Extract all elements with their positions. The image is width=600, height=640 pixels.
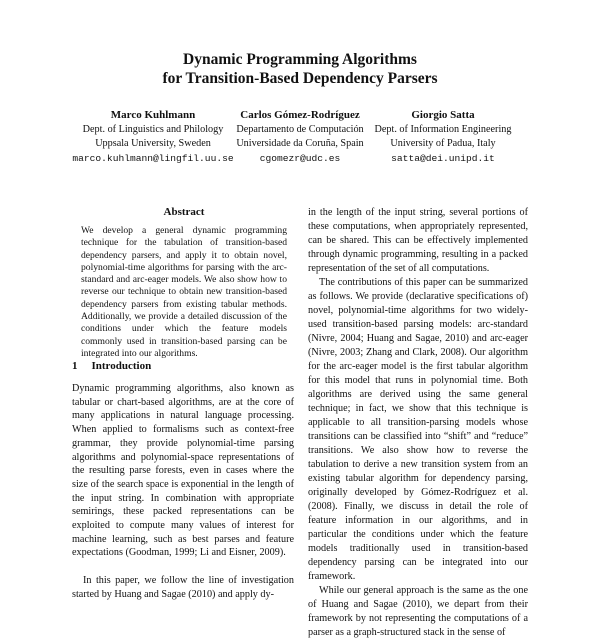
- section-number: 1: [72, 360, 78, 372]
- title-line-2: for Transition-Based Dependency Parsers: [162, 70, 438, 87]
- abstract-heading: Abstract: [163, 206, 205, 218]
- author-email: cgomezr@udc.es: [259, 152, 341, 164]
- author-department: Dept. of Linguistics and Philology: [82, 123, 224, 135]
- author-department: Dept. of Information Engineering: [374, 123, 512, 135]
- author-affiliation: Uppsala University, Sweden: [95, 138, 211, 150]
- paper-title: [0, 50, 600, 88]
- author-name: Marco Kuhlmann: [110, 109, 196, 121]
- right-column: [308, 206, 528, 640]
- author-email: marco.kuhlmann@lingfil.uu.se: [72, 152, 234, 164]
- author-name: Giorgio Satta: [411, 109, 475, 121]
- author-affiliation: Universidade da Coruña, Spain: [236, 138, 364, 150]
- author-department: Departamento de Computación: [236, 123, 364, 135]
- section-title: Introduction: [91, 360, 152, 372]
- author-email: satta@dei.unipd.it: [391, 152, 495, 164]
- intro-paragraph-2: In this paper, we follow the line of investigation started by Huang and Sagae (2010) and apply dy-: [72, 575, 294, 600]
- author-affiliation: University of Padua, Italy: [390, 138, 496, 150]
- col2-paragraph-3: While our general approach is the same as the one of Huang and Sagae (2010), we depart from their framework by not representing the computations of a parser as a graph-structured stack in the sense of: [308, 585, 528, 638]
- abstract-text: We develop a general dynamic programming technique for the tabulation of transition-based dependency parsers, and apply it to obtain novel, polynomial-time algorithms for parsing with the arc-standard and arc-eager models. We also show how to reverse our technique to obtain new transition-based dependency parsers from existing tabular methods. Additionally, we provide a detailed discussion of the conditions under which the feature models commonly used in transition-based parsing can be integrated into our algorithms.: [81, 225, 287, 359]
- author-block-3: [353, 108, 533, 166]
- section-heading: [72, 360, 151, 372]
- author-name: Carlos Gómez-Rodríguez: [240, 109, 360, 121]
- col2-paragraph-2: The contributions of this paper can be summarized as follows. We provide (declarative specifications of) novel, polynomial-time algorithms for two widely-used transition-based parsing models: arc-standard (Nivre, 2004; Huang and Sagae, 2010) and arc-eager (Nivre, 2003; Zhang and Clark, 2008). Our algorithm for the arc-eager model is the first tabular algorithm for this model that runs in polynomial time. Both algorithms are derived using the same general technique; in fact, we show that this technique is applicable to all transition-parsing models whose transitions can be classified into “shift” and “reduce” transitions. We also show how to reverse the tabulation to derive a new transition system from an existing tabular algorithm for dependency parsing, originally developed by Gómez-Rodríguez et al. (2008). Finally, we discuss in detail the role of feature information in our algorithms, and in particular the conditions under which the feature models traditionally used in transition-based dependency parsing can be integrated into our framework.: [308, 277, 528, 582]
- title-line-1: Dynamic Programming Algorithms: [183, 51, 417, 68]
- col2-paragraph-1: in the length of the input string, several portions of these computations, when appropriately represented, can be shared. This can be effectively implemented through dynamic programming, resulting in a packed representation of the set of all computations.: [308, 207, 528, 274]
- intro-paragraph-1: Dynamic programming algorithms, also known as tabular or chart-based algorithms, are at the core of many applications in natural language processing. When applied to formalisms such as context-free grammar, they provide polynomial-time parsing algorithms and polynomial-space representations of the resulting parse forests, even in cases where the size of the search space is exponential in the length of the input string. In combination with appropriate semirings, these packed representations can be exploited to compute many values of interest for machine learning, such as best parses and feature expectations (Goodman, 1999; Li and Eisner, 2009).: [72, 383, 294, 559]
